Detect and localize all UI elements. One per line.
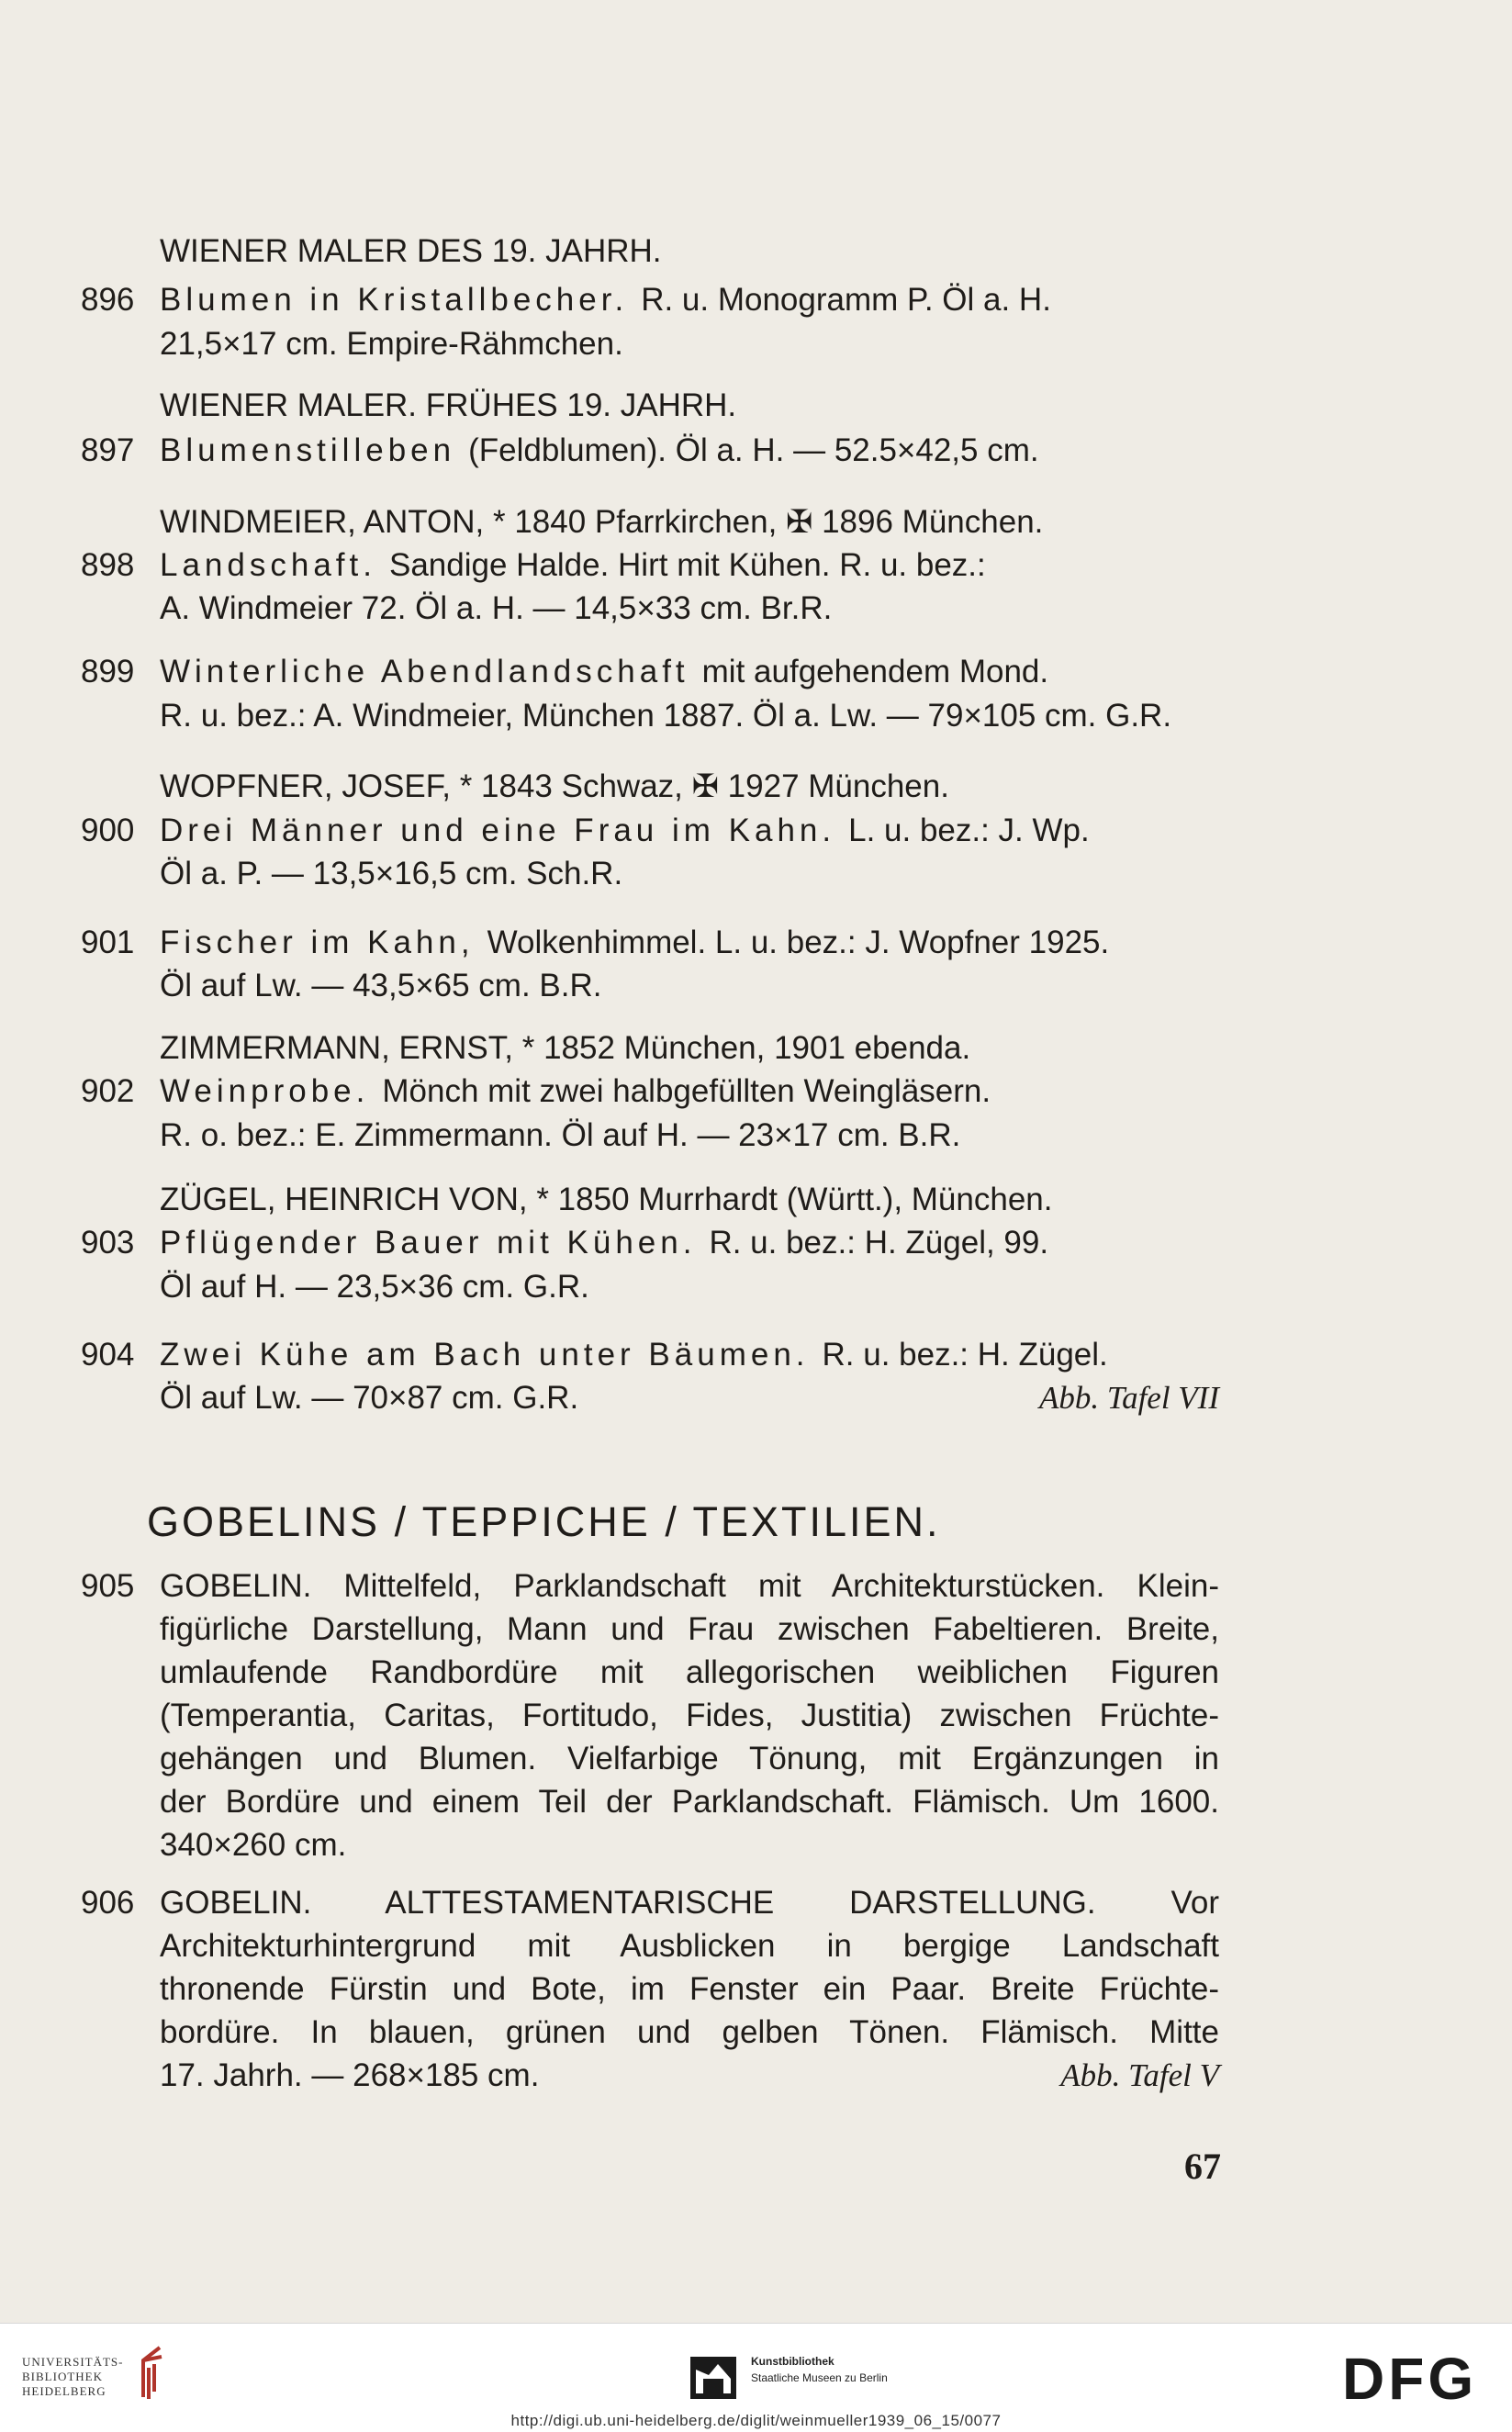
line-text: WOPFNER, JOSEF, * 1843 Schwaz, ✠ 1927 München. [160,768,949,804]
line-text: R. o. bez.: E. Zimmermann. Öl auf H. — 23×17 cm. B.R. [160,1117,961,1153]
line-text: GOBELIN. Mittelfeld, Parklandschaft mit Architekturstücken. Klein- [160,1568,1219,1604]
text-line [81,1335,1219,1375]
lot-number: 906 [81,1885,135,1921]
line-text: Öl auf Lw. — 43,5×65 cm. B.R. [160,968,602,1003]
text-line [81,1696,1219,1736]
ub-line-2: BIBLIOTHEK [22,2370,103,2383]
plate-reference: Abb. Tafel VII [1038,1380,1219,1416]
section-title: GOBELINS / TEPPICHE / TEXTILIEN. [147,1498,941,1545]
lot-number: 903 [81,1225,135,1261]
artwork-title: Weinprobe. [160,1073,370,1109]
text-line [81,1180,1219,1220]
line-text: der Bordüre und einem Teil der Parklandschaft. Flämisch. Um 1600. [160,1784,1219,1820]
text-line [81,324,1219,364]
text-line [81,1028,1219,1069]
line-text: GOBELIN. ALTTESTAMENTARISCHE DARSTELLUNG. Vor [160,1885,1219,1921]
artwork-details: R. u. bez.: H. Zügel. [822,1337,1108,1373]
text-line [81,923,1219,963]
ub-heidelberg-logo-icon[interactable] [134,2344,171,2403]
text-line [81,854,1219,894]
artwork-title: Pflügender Bauer mit Kühen. [160,1225,697,1261]
artwork-details: (Feldblumen). Öl a. H. — 52.5×42,5 cm. [468,432,1039,468]
text-line [81,811,1219,851]
text-line [81,696,1219,736]
line-text: bordüre. In blauen, grünen und gelben Tönen. Flämisch. Mitte [160,2014,1219,2050]
text-line [81,502,1219,543]
artwork-title: Fischer im Kahn, [160,925,475,960]
kb-title: Kunstbibliothek [751,2355,834,2368]
ub-heidelberg-logo-text[interactable] [22,2355,124,2399]
text-line [81,1653,1219,1693]
line-text: WIENER MALER. FRÜHES 19. JAHRH. [160,387,737,423]
text-line [81,1071,1219,1112]
line-text: (Temperantia, Caritas, Fortitudo, Fides, Justitia) zwischen Früchte- [160,1698,1219,1733]
text-line [81,1883,1219,1923]
artwork-details: mit aufgehendem Mond. [701,654,1049,689]
artwork-title: Drei Männer und eine Frau im Kahn. [160,813,836,848]
line-text: WIENER MALER DES 19. JAHRH. [160,233,662,269]
text-line [81,2012,1219,2053]
artwork-title: Blumenstilleben [160,432,456,468]
line-text: Architekturhintergrund mit Ausblicken in bergige Landschaft [160,1928,1219,1964]
text-line [81,1566,1219,1607]
text-line [81,1782,1219,1822]
line-text: umlaufende Randbordüre mit allegorischen weiblichen Figuren [160,1654,1219,1690]
text-line [81,2056,1219,2096]
line-text: WINDMEIER, ANTON, * 1840 Pfarrkirchen, ✠ 1896 München. [160,504,1044,540]
line-text: Öl a. P. — 13,5×16,5 cm. Sch.R. [160,856,623,891]
artwork-details: R. u. bez.: H. Zügel, 99. [709,1225,1049,1261]
line-text: gehängen und Blumen. Vielfarbige Tönung, mit Ergänzungen in [160,1741,1219,1776]
text-line [81,231,1219,272]
text-line [81,1378,1219,1418]
line-text: Öl auf H. — 23,5×36 cm. G.R. [160,1269,589,1305]
ub-line-1: UNIVERSITÄTS- [22,2355,124,2369]
lot-number: 901 [81,925,135,960]
text-line [81,1825,1219,1866]
artwork-title: Zwei Kühe am Bach unter Bäumen. [160,1337,810,1373]
lot-number: 900 [81,813,135,848]
lot-number: 896 [81,282,135,318]
lot-number: 902 [81,1073,135,1109]
line-text: 21,5×17 cm. Empire-Rähmchen. [160,326,623,362]
text-line [81,1267,1219,1307]
kb-subtitle: Staatliche Museen zu Berlin [751,2371,888,2384]
dfg-logo[interactable]: DFG [1342,2346,1478,2412]
artwork-title: Winterliche Abendlandschaft [160,654,689,689]
artwork-title: Landschaft. [160,547,376,583]
kunstbibliothek-logo-icon[interactable] [690,2357,736,2399]
artwork-details: Wolkenhimmel. L. u. bez.: J. Wopfner 1925. [487,925,1110,960]
text-line [81,1609,1219,1650]
text-line [81,1969,1219,2010]
line-text: A. Windmeier 72. Öl a. H. — 14,5×33 cm. Br.R. [160,590,833,626]
text-line [81,1739,1219,1779]
text-line [81,386,1219,426]
page-number: 67 [1184,2146,1221,2187]
artwork-details: L. u. bez.: J. Wp. [848,813,1090,848]
text-line [81,431,1219,471]
ub-line-3: HEIDELBERG [22,2384,106,2398]
text-line [81,1926,1219,1967]
text-line [81,588,1219,629]
line-text: R. u. bez.: A. Windmeier, München 1887. Öl a. Lw. — 79×105 cm. G.R. [160,698,1172,734]
line-text: Öl auf Lw. — 70×87 cm. G.R. [160,1380,579,1416]
plate-reference: Abb. Tafel V [1060,2057,1219,2093]
lot-number: 898 [81,547,135,583]
page-url[interactable]: http://digi.ub.uni-heidelberg.de/diglit/weinmueller1939_06_15/0077 [510,2412,1002,2429]
text-line [81,280,1219,320]
text-line [81,1115,1219,1156]
text-line [81,966,1219,1006]
lot-number: 905 [81,1568,135,1604]
text-line [81,545,1219,586]
text-line [81,1223,1219,1263]
line-text: 340×260 cm. [160,1827,347,1863]
kunstbibliothek-text [751,2353,888,2386]
line-text: thronende Fürstin und Bote, im Fenster ein Paar. Breite Früchte- [160,1971,1219,2007]
artwork-title: Blumen in Kristallbecher. [160,282,629,318]
artwork-details: R. u. Monogramm P. Öl a. H. [641,282,1051,318]
footer-bar [0,2323,1512,2432]
artwork-details: Mönch mit zwei halbgefüllten Weingläsern. [382,1073,991,1109]
lot-number: 904 [81,1337,135,1373]
artwork-details: Sandige Halde. Hirt mit Kühen. R. u. bez.: [388,547,986,583]
text-line [81,652,1219,692]
lot-number: 899 [81,654,135,689]
text-line [81,767,1219,807]
lot-number: 897 [81,432,135,468]
line-text: figürliche Darstellung, Mann und Frau zwischen Fabeltieren. Breite, [160,1611,1219,1647]
line-text: ZÜGEL, HEINRICH VON, * 1850 Murrhardt (Württ.), München. [160,1182,1053,1217]
line-text: 17. Jahrh. — 268×185 cm. [160,2057,540,2093]
line-text: ZIMMERMANN, ERNST, * 1852 München, 1901 ebenda. [160,1030,971,1066]
